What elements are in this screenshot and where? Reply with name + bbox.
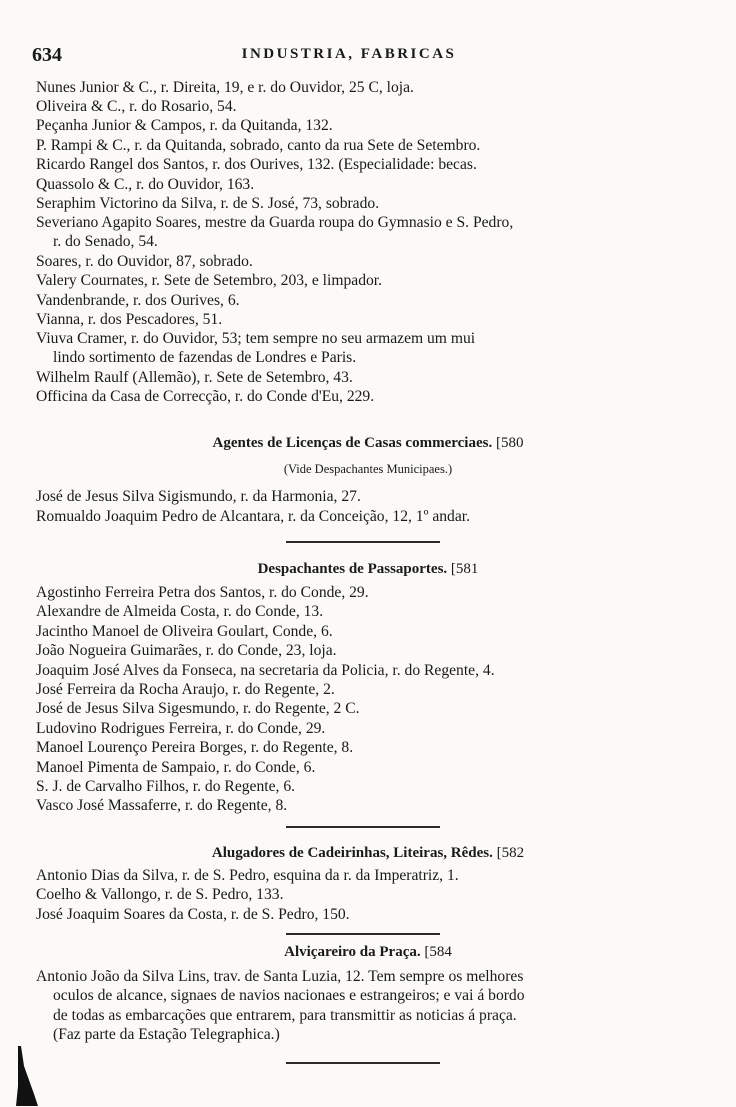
entry: Vianna, r. dos Pescadores, 51. [36,311,223,328]
entry: Vandenbrande, r. dos Ourives, 6. [36,292,240,309]
entry: José de Jesus Silva Sigismundo, r. da Harmonia, 27. [36,488,361,505]
section-divider [286,541,440,543]
entry: Ricardo Rangel dos Santos, r. dos Ourives, 132. (Especialidade: becas. [36,156,477,173]
entry: Agostinho Ferreira Petra dos Santos, r. do Conde, 29. [36,584,369,601]
entry: Nunes Junior & C., r. Direita, 19, e r. do Ouvidor, 25 C, loja. [36,79,414,96]
section-number: [580 [495,435,524,451]
section-divider [286,933,440,935]
section-title: Despachantes de Passaportes. [257,561,448,577]
entry: Quassolo & C., r. do Ouvidor, 163. [36,176,255,193]
section-number: [582 [496,845,525,861]
entry: Oliveira & C., r. do Rosario, 54. [36,98,237,115]
entry: Valery Cournates, r. Sete de Setembro, 203, e limpador. [36,272,383,289]
section-number: [584 [424,944,452,960]
entry-continuation: (Faz parte da Estação Telegraphica.) [53,1026,280,1043]
entry: Alexandre de Almeida Costa, r. do Conde, 13. [36,603,324,620]
running-title: INDUSTRIA, FABRICAS [241,46,457,62]
entry: Soares, r. do Ouvidor, 87, sobrado. [36,253,253,270]
entry: Seraphim Victorino da Silva, r. de S. José, 73, sobrado. [36,195,380,212]
entry: José Joaquim Soares da Costa, r. de S. Pedro, 150. [36,906,350,923]
section-heading [0,561,736,578]
page-header [32,44,666,68]
ink-blemish [12,1046,40,1106]
entry: Jacintho Manoel de Oliveira Goulart, Conde, 6. [36,623,333,640]
entry: Severiano Agapito Soares, mestre da Guarda roupa do Gymnasio e S. Pedro, [36,214,514,231]
entry: S. J. de Carvalho Filhos, r. do Regente, 6. [36,778,296,795]
section-divider [286,826,440,828]
section-divider [286,1062,440,1064]
entry-continuation: lindo sortimento de fazendas de Londres e Paris. [53,349,357,366]
section-note: (Vide Despachantes Municipaes.) [283,462,453,476]
section-heading [0,944,736,961]
entry: P. Rampi & C., r. da Quitanda, sobrado, canto da rua Sete de Setembro. [36,137,481,154]
section-title: Alviçareiro da Praça. [284,944,421,960]
entry: Vasco José Massaferre, r. do Regente, 8. [36,797,288,814]
entry-continuation: de todas as embarcações que entrarem, para transmittir as noticias á praça. [53,1007,517,1024]
entry: José Ferreira da Rocha Araujo, r. do Regente, 2. [36,681,335,698]
entry: Manoel Lourenço Pereira Borges, r. do Regente, 8. [36,739,354,756]
entry: Wilhelm Raulf (Allemão), r. Sete de Setembro, 43. [36,369,353,386]
entry: João Nogueira Guimarães, r. do Conde, 23, loja. [36,642,337,659]
page-number: 634 [32,44,62,66]
entry: Ludovino Rodrigues Ferreira, r. do Conde, 29. [36,720,326,737]
section-number: [581 [450,561,479,577]
entry: Antonio Dias da Silva, r. de S. Pedro, esquina da r. da Imperatriz, 1. [36,867,459,884]
section-heading [0,435,736,452]
entry: Coelho & Vallongo, r. de S. Pedro, 133. [36,886,284,903]
entry: José de Jesus Silva Sigesmundo, r. do Regente, 2 C. [36,700,360,717]
section-heading [0,845,736,862]
entry-continuation: oculos de alcance, signaes de navios nacionaes e estrangeiros; e vai á bordo [53,987,525,1004]
entry-continuation: r. do Senado, 54. [53,233,158,250]
entry: Peçanha Junior & Campos, r. da Quitanda, 132. [36,117,333,134]
section-title: Alugadores de Cadeirinhas, Liteiras, Rêdes. [211,845,493,861]
entry: Antonio João da Silva Lins, trav. de Santa Luzia, 12. Tem sempre os melhores [36,968,524,985]
entry: Romualdo Joaquim Pedro de Alcantara, r. da Conceição, 12, 1º andar. [36,508,470,525]
entry: Manoel Pimenta de Sampaio, r. do Conde, 6. [36,759,316,776]
entry: Officina da Casa de Correcção, r. do Conde d'Eu, 229. [36,388,375,405]
entry: Joaquim José Alves da Fonseca, na secretaria da Policia, r. do Regente, 4. [36,662,495,679]
section-title: Agentes de Licenças de Casas commerciaes. [212,435,493,451]
entry: Viuva Cramer, r. do Ouvidor, 53; tem sempre no seu armazem um mui [36,330,476,347]
